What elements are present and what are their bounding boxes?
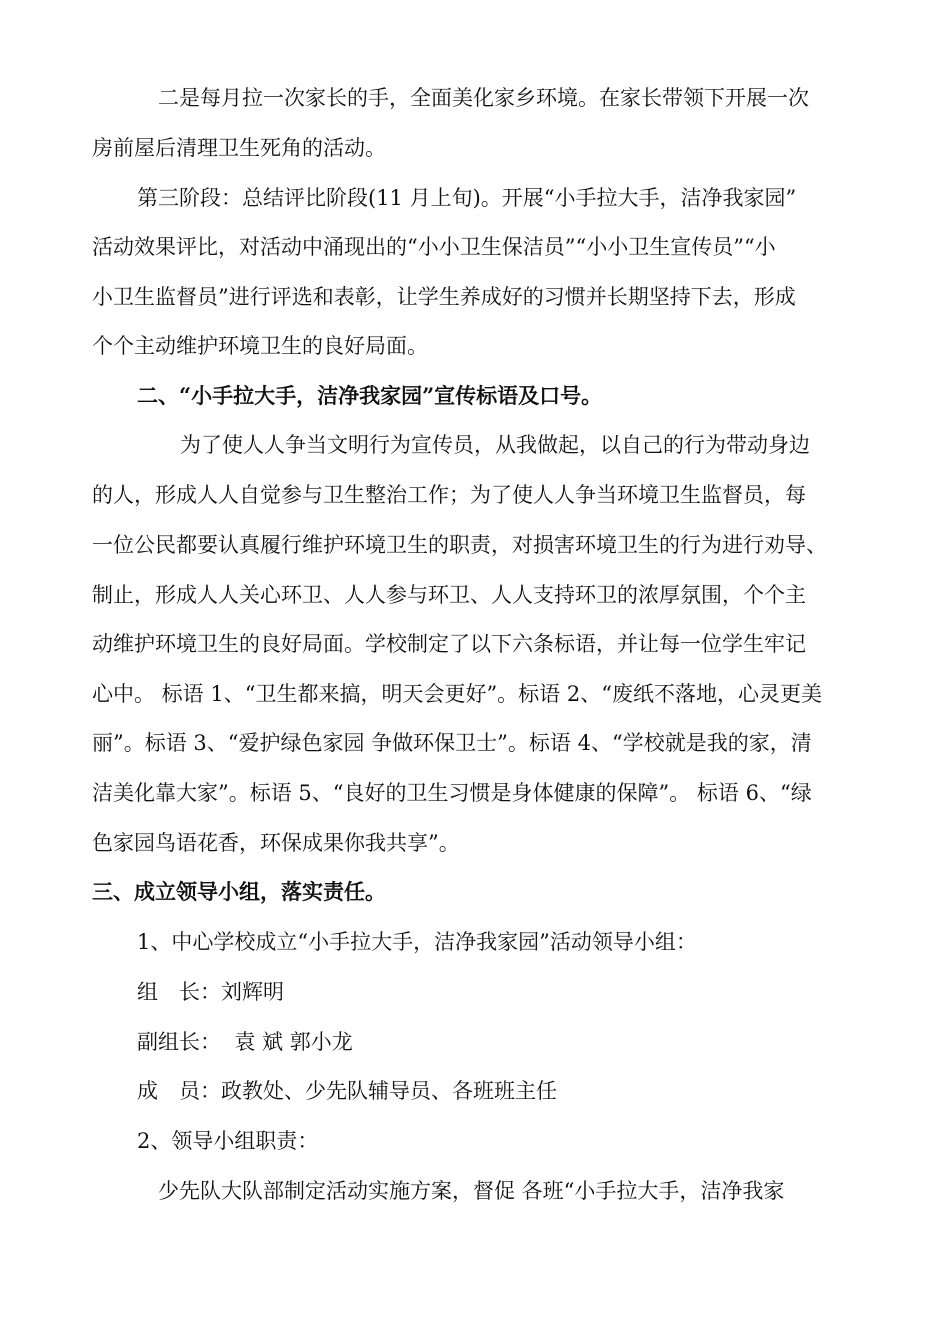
text-line: 第三阶段：总结评比阶段(11 月上旬)。开展“小手拉大手，洁净我家园” — [137, 186, 797, 210]
text-line: 丽”。标语 3、“爱护绿色家园 争做环保卫士”。标语 4、“学校就是我的家，清 — [92, 731, 812, 755]
text-line: 动维护环境卫生的良好局面。学校制定了以下六条标语，并让每一位学生牢记 — [92, 632, 806, 656]
text-line: 房前屋后清理卫生死角的活动。 — [92, 136, 386, 160]
text-line: 副组长： 袁 斌 郭小龙 — [137, 1030, 353, 1054]
text-line: 二是每月拉一次家长的手，全面美化家乡环境。在家长带领下开展一次 — [158, 86, 809, 110]
text-line: 2、领导小组职责： — [137, 1129, 319, 1153]
text-line: 小卫生监督员”进行评选和表彰，让学生养成好的习惯并长期坚持下去，形成 — [92, 285, 796, 309]
text-line: 色家园鸟语花香，环保成果你我共享”。 — [92, 831, 460, 855]
text-line: 洁美化靠大家”。标语 5、“良好的卫生习惯是身体健康的保障”。 标语 6、“绿 — [92, 781, 812, 805]
text-line: 为了使人人争当文明行为宣传员，从我做起，以自己的行为带动身边 — [180, 433, 810, 457]
text-line: 组 长：刘辉明 — [137, 980, 284, 1004]
text-line: 个个主动维护环境卫生的良好局面。 — [92, 334, 428, 358]
text-line: 1、中心学校成立“小手拉大手，洁净我家园”活动领导小组： — [137, 930, 697, 954]
text-line: 制止，形成人人关心环卫、人人参与环卫、人人支持环卫的浓厚氛围，个个主 — [92, 583, 806, 607]
section-heading: 二、“小手拉大手，洁净我家园”宣传标语及口号。 — [137, 383, 603, 408]
text-line: 心中。 标语 1、“卫生都来搞，明天会更好”。标语 2、“废纸不落地，心灵更美 — [92, 682, 822, 706]
text-line: 少先队大队部制定活动实施方案，督促 各班“小手拉大手，洁净我家 — [158, 1179, 785, 1203]
text-line: 一位公民都要认真履行维护环境卫生的职责，对损害环境卫生的行为进行劝导、 — [92, 533, 827, 557]
text-line: 成 员：政教处、少先队辅导员、各班班主任 — [137, 1079, 557, 1103]
text-line: 的人，形成人人自觉参与卫生整治工作；为了使人人争当环境卫生监督员，每 — [92, 483, 806, 507]
text-line: 活动效果评比，对活动中涌现出的“小小卫生保洁员”“小小卫生宣传员”“小 — [92, 235, 776, 259]
section-heading: 三、成立领导小组，落实责任。 — [92, 879, 386, 904]
